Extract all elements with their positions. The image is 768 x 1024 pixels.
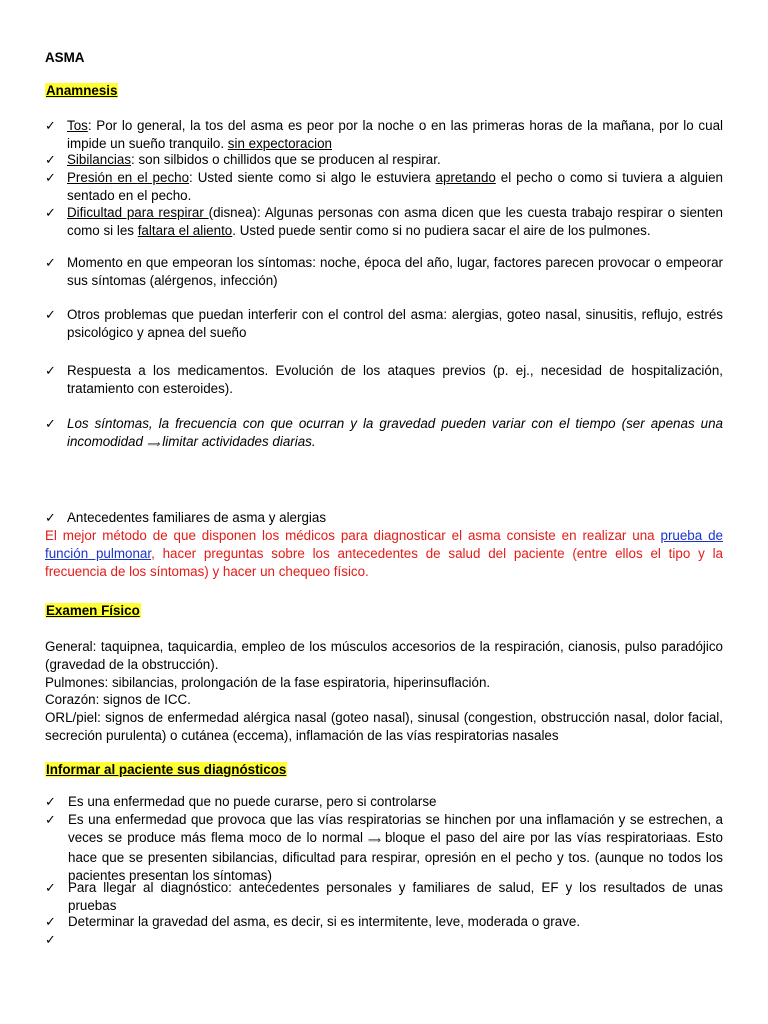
list-item: ✓ Sibilancias: son silbidos o chillidos que se producen al respirar. <box>45 152 441 167</box>
checkmark-icon: ✓ <box>45 152 56 167</box>
list-item: ✓ Antecedentes familiares de asma y alergias <box>45 510 327 525</box>
list-item: ✓ Los síntomas, la frecuencia con que ocurran y la gravedad pueden variar con el tiempo (ser apenas una incomodidad ⟹ limitar actividades diarias. <box>45 416 723 449</box>
checkmark-icon: ✓ <box>45 363 56 378</box>
list-item: ✓ Presión en el pecho: Usted siente como si algo le estuviera apretando el pecho o como si tuviera a alguien sentado en el pecho. <box>45 170 723 203</box>
list-item: ✓ Otros problemas que puedan interferir con el control del asma: alergias, goteo nasal, sinusitis, reflujo, estrés psicológico y apnea del sueño <box>45 307 723 340</box>
list-item: ✓ Momento en que empeoran los síntomas: noche, época del año, lugar, factores parecen provocar o empeorar sus síntomas (alérgenos, infección) <box>45 255 723 288</box>
list-item: ✓ Determinar la gravedad del asma, es decir, si es intermitente, leve, moderada o grave. <box>45 914 581 929</box>
exam-orl: ORL/piel: signos de enfermedad alérgica nasal (goteo nasal), sinusal (congestion, obstrucción nasal, dolor facial, secreción purulenta) o cutánea (eccema), inflamación de las vías respiratorias nasales <box>45 710 723 743</box>
checkmark-icon: ✓ <box>45 118 56 133</box>
diagnosis-paragraph: El mejor método de que disponen los médicos para diagnosticar el asma consiste en realizar una prueba de función pulmonar, hacer preguntas sobre los antecedentes de salud del paciente (entre ellos el tipo y la frecuencia de los síntomas) y hacer un chequeo físico. <box>45 528 723 579</box>
examen-heading: Examen Físico <box>46 603 140 618</box>
exam-corazon: Corazón: signos de ICC. <box>45 692 191 707</box>
exam-pulmones: Pulmones: sibilancias, prolongación de la fase espiratoria, hiperinsuflación. <box>45 675 491 690</box>
checkmark-icon: ✓ <box>45 307 56 322</box>
checkmark-icon: ✓ <box>45 880 56 895</box>
document-title: ASMA <box>45 50 85 65</box>
list-item: ✓ Es una enfermedad que no puede curarse, pero si controlarse <box>45 794 437 809</box>
checkmark-icon: ✓ <box>45 510 56 525</box>
checkmark-icon: ✓ <box>45 932 56 947</box>
checkmark-icon: ✓ <box>45 914 56 929</box>
checkmark-icon: ✓ <box>45 794 56 809</box>
checkmark-icon: ✓ <box>45 812 56 827</box>
anamnesis-heading: Anamnesis <box>46 83 118 98</box>
checkmark-icon: ✓ <box>45 205 56 220</box>
checkmark-icon: ✓ <box>45 255 56 270</box>
list-item: ✓ Dificultad para respirar (disnea): Algunas personas con asma dicen que les cuesta trabajo respirar o sienten como si les faltara el aliento. Usted puede sentir como si no pudiera sacar el aire de los pulmones. <box>45 205 723 238</box>
checkmark-icon: ✓ <box>45 416 56 431</box>
list-item: ✓ Respuesta a los medicamentos. Evolución de los ataques previos (p. ej., necesidad de hospitalización, tratamiento con esteroides). <box>45 363 723 396</box>
list-item: ✓ Es una enfermedad que provoca que las vías respiratorias se hinchen por una inflamación y se estrechen, a veces se produce más flema moco de lo normal ⟹ bloque el paso del aire por las vías respiratoriaas. Esto hace que se presenten sibilancias, dificultad para respirar, opresión en el pecho y tos. (aunque no todos los pacientes presentan los síntomas) <box>45 812 723 883</box>
list-item: ✓ Para llegar al diagnóstico: antecedentes personales y familiares de salud, EF y los resultados de unas pruebas <box>45 880 723 913</box>
arrow-icon: ⟹ <box>146 439 159 449</box>
arrow-icon: ⟹ <box>368 835 380 845</box>
informar-heading: Informar al paciente sus diagnósticos <box>46 762 287 777</box>
exam-general: General: taquipnea, taquicardia, empleo de los músculos accesorios de la respiración, cianosis, pulso paradójico (gravedad de la obstrucción). <box>45 639 723 672</box>
list-item: ✓ Tos: Por lo general, la tos del asma es peor por la noche o en las primeras horas de la mañana, por lo cual impide un sueño tranquilo. sin expectoracion <box>45 118 723 151</box>
checkmark-icon: ✓ <box>45 170 56 185</box>
pulmonary-test-link[interactable]: prueba de función pulmonar <box>45 528 723 561</box>
